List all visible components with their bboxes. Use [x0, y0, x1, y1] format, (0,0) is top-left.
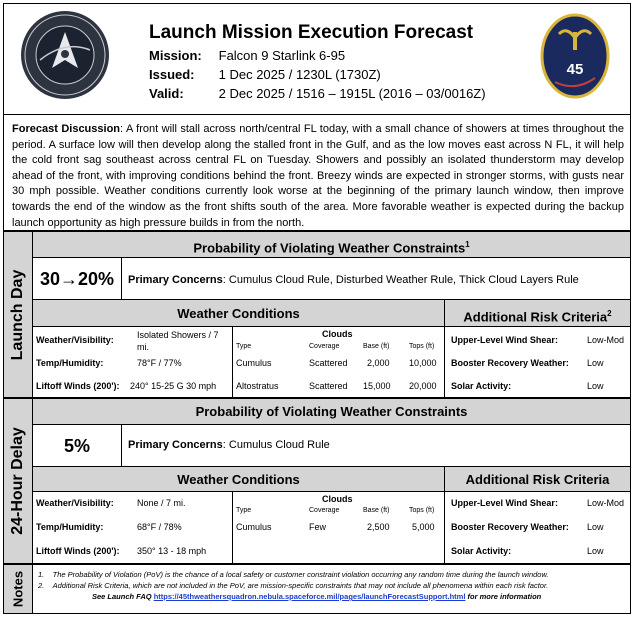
delay-pov-value: 5% [63, 436, 90, 456]
forecast-discussion [12, 122, 624, 231]
dl-cloud-row1-tops: 5,000 [412, 522, 435, 532]
ld-liftoff-winds-value: 240° 15-25 G 30 mph [130, 381, 217, 391]
issued-row [149, 67, 381, 82]
dl-weather-visibility-label: Weather/Visibility: [36, 498, 114, 508]
note-2: 2. Additional Risk Criteria, which are not included in the PoV, are mission-specific constraints that may not include all phenomena within each risk factor. [38, 581, 549, 590]
dl-risk-wind-shear-label: Upper-Level Wind Shear: [451, 498, 558, 508]
dl-cloud-row1-type: Cumulus [236, 522, 272, 532]
delay-pov-header: Probability of Violating Weather Constraints [33, 399, 630, 425]
ld-liftoff-winds-label: Liftoff Winds (200'): [36, 381, 120, 391]
space-force-seal [20, 10, 110, 100]
ld-risk-booster-label: Booster Recovery Weather: [451, 358, 569, 368]
dl-cloud-row1-coverage: Few [309, 522, 327, 532]
valid-row [149, 86, 486, 101]
valid-label: Valid: [149, 86, 184, 101]
dl-risk-wind-shear-value: Low-Mod [587, 498, 625, 508]
ld-cloud-col-type: Type [236, 343, 252, 350]
ld-cloud-col-tops: Tops (ft) [409, 343, 435, 350]
ld-cloud-row1-base: 2,000 [367, 358, 390, 368]
launch-day-side-label: Launch Day [4, 232, 33, 397]
ld-cloud-col-base: Base (ft) [363, 343, 390, 350]
launch-day-pov-header: Probability of Violating Weather Constraints$^1$ [33, 232, 630, 258]
dl-clouds-title: Clouds [322, 494, 353, 504]
ld-cloud-row1-coverage: Scattered [309, 358, 348, 368]
dl-temp-humidity-value: 68°F / 78% [137, 522, 182, 532]
ld-cloud-row1-type: Cumulus [236, 358, 272, 368]
ld-temp-humidity-label: Temp/Humidity: [36, 358, 104, 368]
dl-risk-booster-value: Low [587, 522, 604, 532]
dl-risk-solar-value: Low [587, 546, 604, 556]
dl-liftoff-winds-label: Liftoff Winds (200'): [36, 546, 120, 556]
launch-day-weather-header: Weather Conditions [33, 300, 444, 327]
forecast-sheet [3, 3, 631, 614]
ld-weather-visibility-value-2: mi. [137, 342, 149, 352]
launch-day-pov-value: 30→20% [39, 269, 115, 289]
dl-cloud-col-base: Base (ft) [363, 507, 390, 514]
discussion-label: Forecast Discussion [12, 123, 121, 135]
page-title: Launch Mission Execution Forecast [149, 22, 474, 43]
ld-cloud-col-coverage: Coverage [309, 343, 340, 350]
dl-liftoff-winds-value: 350° 13 - 18 mph [137, 546, 207, 556]
ld-temp-humidity-value: 78°F / 77% [137, 358, 182, 368]
ld-risk-wind-shear-label: Upper-Level Wind Shear: [451, 335, 558, 345]
launch-day-risk-header: Additional Risk Criteria$^2$ [445, 300, 630, 327]
dl-risk-solar-label: Solar Activity: [451, 546, 512, 556]
dl-cloud-col-tops: Tops (ft) [409, 507, 435, 514]
note-1: 1. The Probability of Violation (PoV) is the chance of a local safety or customer constraint violation occurring any random time during the launch window. [38, 570, 549, 579]
ld-cloud-row2-type: Altostratus [236, 381, 279, 391]
discussion-text: : A front will stall across north/central FL today, with a small chance of showers at times throughout the period. A surface low will then develop along the stalled front in the Gulf, and as the low moves east across N FL, it will help the cold front sag southeast across central FL on Tuesday. Showers and possibly an isolated thunderstorm may develop ahead of the front, with improving conditions behind the front. Breezy winds are expected in stronger storms, with gusts near 30 mph possible. Weather conditions currently look worse at the beginning of the primary launch window, then improve towards the end of the window as the front shifts south of the area. More favorable weather is expected during the backup launch opportunity as high pressure builds in from the north. [12, 123, 624, 229]
emblem-number: 45 [566, 61, 584, 78]
ld-cloud-row2-coverage: Scattered [309, 381, 348, 391]
dl-risk-booster-label: Booster Recovery Weather: [451, 522, 569, 532]
delay-side-label: 24-Hour Delay [4, 399, 33, 563]
ld-weather-visibility-label: Weather/Visibility: [36, 335, 114, 345]
weather-squadron-emblem [539, 12, 611, 100]
ld-risk-wind-shear-value: Low-Mod [587, 335, 625, 345]
delay-weather-header: Weather Conditions [33, 467, 444, 492]
ld-clouds-title: Clouds [322, 329, 353, 339]
valid-value: 2 Dec 2025 / 1516 – 1915L (2016 – 03/0016Z) [218, 86, 486, 101]
ld-weather-visibility-value-1: Isolated Showers / 7 [137, 330, 219, 340]
mission-row [149, 48, 345, 63]
ld-cloud-row1-tops: 10,000 [409, 358, 437, 368]
dl-weather-visibility-value: None / 7 mi. [137, 498, 186, 508]
issued-label: Issued: [149, 67, 195, 82]
launch-day-primary-concerns: Primary Concerns: Cumulus Cloud Rule, Disturbed Weather Rule, Thick Cloud Layers Rule [128, 274, 579, 286]
ld-cloud-row2-base: 15,000 [363, 381, 391, 391]
dl-cloud-col-coverage: Coverage [309, 507, 340, 514]
dl-cloud-col-type: Type [236, 507, 252, 514]
issued-value: 1 Dec 2025 / 1230L (1730Z) [218, 67, 381, 82]
ld-risk-solar-label: Solar Activity: [451, 381, 512, 391]
delay-primary-concerns: Primary Concerns: Cumulus Cloud Rule [128, 439, 330, 451]
dl-cloud-row1-base: 2,500 [367, 522, 390, 532]
delay-risk-header: Additional Risk Criteria [445, 467, 630, 492]
ld-risk-solar-value: Low [587, 381, 604, 391]
ld-risk-booster-value: Low [587, 358, 604, 368]
ld-cloud-row2-tops: 20,000 [409, 381, 437, 391]
dl-temp-humidity-label: Temp/Humidity: [36, 522, 104, 532]
notes-side-label: Notes [4, 565, 33, 613]
mission-value: Falcon 9 Starlink 6-95 [218, 48, 346, 63]
faq-link[interactable]: https://45thweathersquadron.nebula.spaceforce.mil/pages/launchForecastSupport.html [153, 592, 466, 601]
faq-line: See Launch FAQ https://45thweathersquadron.nebula.spaceforce.mil/pages/launchForecastSupport.html for more information [92, 592, 542, 601]
mission-label: Mission: [149, 48, 202, 63]
